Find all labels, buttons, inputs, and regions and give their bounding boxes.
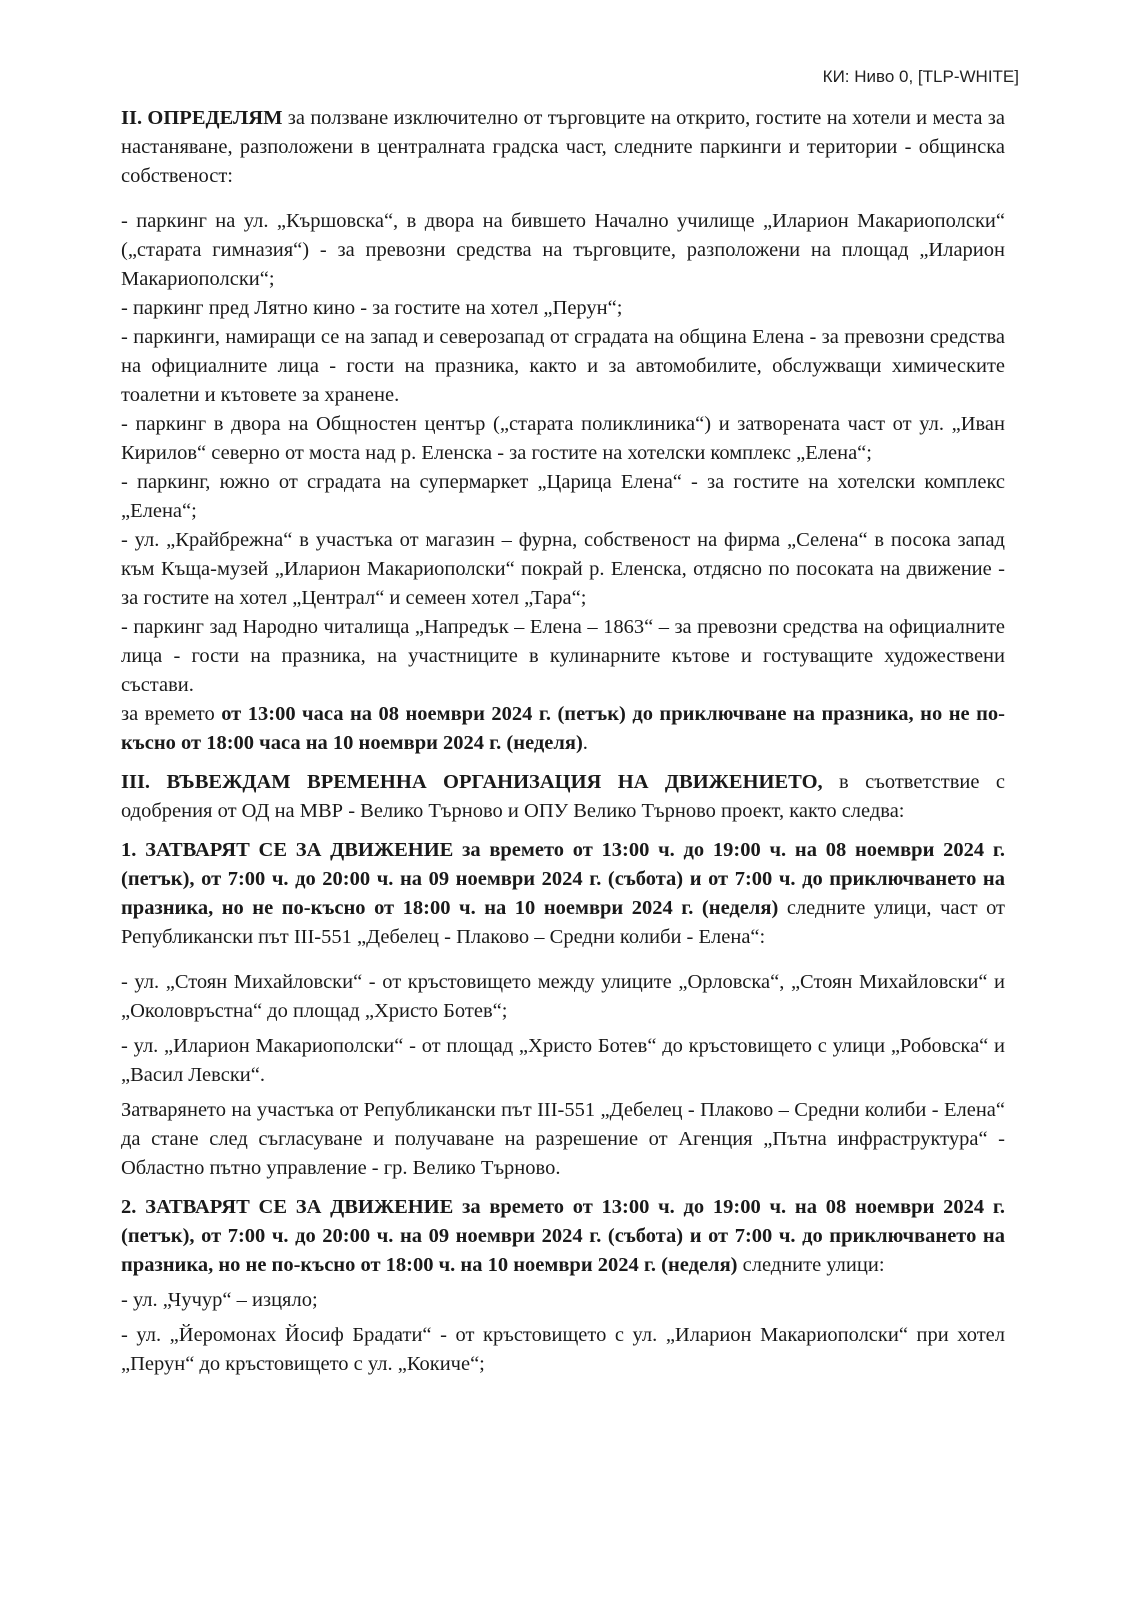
document-body xyxy=(121,104,1005,1379)
closure-2-text: следните улици: xyxy=(737,1254,885,1276)
parking-item: - паркинг пред Лятно кино - за гостите на хотел „Перун“; xyxy=(121,297,623,319)
parking-item: - паркинги, намиращи се на запад и северозапад от сградата на община Елена - за превозни средства на официалните лица - гости на празника, както и за автомобилите, обслужващи химическите тоалетни и кътовете за хранене. xyxy=(121,326,1005,406)
parking-item: - паркинг зад Народно читалища „Напредък – Елена – 1863“ – за превозни средства на официалните лица - гости на празника, на участниците в кулинарните кътове и гостуващите художествени състави. xyxy=(121,616,1005,696)
parking-item: - паркинг, южно от сградата на супермаркет „Царица Елена“ - за гостите на хотелски комплекс „Елена“; xyxy=(121,471,1005,522)
closure-1-heading: 1. ЗАТВАРЯТ СЕ ЗА ДВИЖЕНИЕ за времето от 13:00 ч. до 19:00 ч. на 08 ноември 2024 г. (петък), от 7:00 ч. до 20:00 ч. на 09 ноември 2024 г. (събота) и от 7:00 ч. до приключването на празника, но не по-късно от 18:00 ч. на 10 ноември 2024 г. (неделя) xyxy=(121,839,1005,919)
period-dates: от 13:00 часа на 08 ноември 2024 г. (петък) до приключване на празника, но не по-късно от 18:00 часа на 10 ноември 2024 г. (неделя) xyxy=(121,703,1005,754)
parking-item: - паркинг в двора на Общностен център („старата поликлиника“) и затворената част от ул. „Иван Кирилов“ северно от моста над р. Еленска - за гостите на хотелски комплекс „Елена“; xyxy=(121,413,1005,464)
closure-1 xyxy=(121,836,1005,952)
section-2-heading: II. ОПРЕДЕЛЯМ xyxy=(121,107,283,129)
closure-2-street: - ул. „Чучур“ – изцяло; xyxy=(121,1289,318,1311)
period-prefix: за времето xyxy=(121,703,222,725)
closure-1-street: - ул. „Иларион Макариополски“ - от площад „Христо Ботев“ до кръстовището с улици „Робовска“ и „Васил Левски“. xyxy=(121,1035,1005,1086)
section-3-intro-text: в съответствие с одобрения от ОД на МВР - Велико Търново и ОПУ Велико Търново проект, както следва: xyxy=(121,771,1005,822)
section-2-intro xyxy=(121,104,1005,191)
classification-label: КИ: Ниво 0, [TLP-WHITE] xyxy=(822,67,1019,86)
section-3-heading: III. ВЪВЕЖДАМ ВРЕМЕННА ОРГАНИЗАЦИЯ НА ДВИЖЕНИЕТО, xyxy=(121,771,823,793)
closure-1-text: следните улици, част от Републикански път III-551 „Дебелец - Плаково – Средни колиби - Елена“: xyxy=(121,897,1006,948)
closure-2 xyxy=(121,1193,1005,1280)
closure-1-note: Затварянето на участъка от Републикански път III-551 „Дебелец - Плаково – Средни колиби - Елена“ да стане след съгласуване и получаване на разрешение от Агенция „Пътна инфраструктура“ - Областно пътно управление - гр. Велико Търново. xyxy=(121,1099,1005,1179)
period-suffix: . xyxy=(582,732,588,754)
parking-item: - паркинг на ул. „Кършовска“, в двора на бившето Начално училище „Иларион Макариополски“ („старата гимназия“) - за превозни средства на търговците, разположени на площад „Иларион Макариополски“; xyxy=(121,210,1005,290)
closure-1-street: - ул. „Стоян Михайловски“ - от кръстовището между улиците „Орловска“, „Стоян Михайловски“ и „Околовръстна“ до площад „Христо Ботев“; xyxy=(121,971,1005,1022)
closure-2-street: - ул. „Йеромонах Йосиф Брадати“ - от кръстовището с ул. „Иларион Макариополски“ при хотел „Перун“ до кръстовището с ул. „Кокиче“; xyxy=(121,1324,1005,1375)
section-3-intro xyxy=(121,768,1005,826)
section-2-intro-text: за ползване изключително от търговците на открито, гостите на хотели и места за настаняване, разположени в централната градска част, следните паркинги и територии - общинска собственост: xyxy=(121,107,1006,187)
parking-period xyxy=(121,700,1005,758)
closure-2-heading: 2. ЗАТВАРЯТ СЕ ЗА ДВИЖЕНИЕ за времето от 13:00 ч. до 19:00 ч. на 08 ноември 2024 г. (петък), от 7:00 ч. до 20:00 ч. на 09 ноември 2024 г. (събота) и от 7:00 ч. до приключването на празника, но не по-късно от 18:00 ч. на 10 ноември 2024 г. (неделя) xyxy=(121,1196,1005,1276)
parking-item: - ул. „Крайбрежна“ в участъка от магазин – фурна, собственост на фирма „Селена“ в посока запад към Къща-музей „Иларион Макариополски“ покрай р. Еленска, отдясно по посоката на движение - за гостите на хотел „Централ“ и семеен хотел „Тара“; xyxy=(121,529,1005,609)
